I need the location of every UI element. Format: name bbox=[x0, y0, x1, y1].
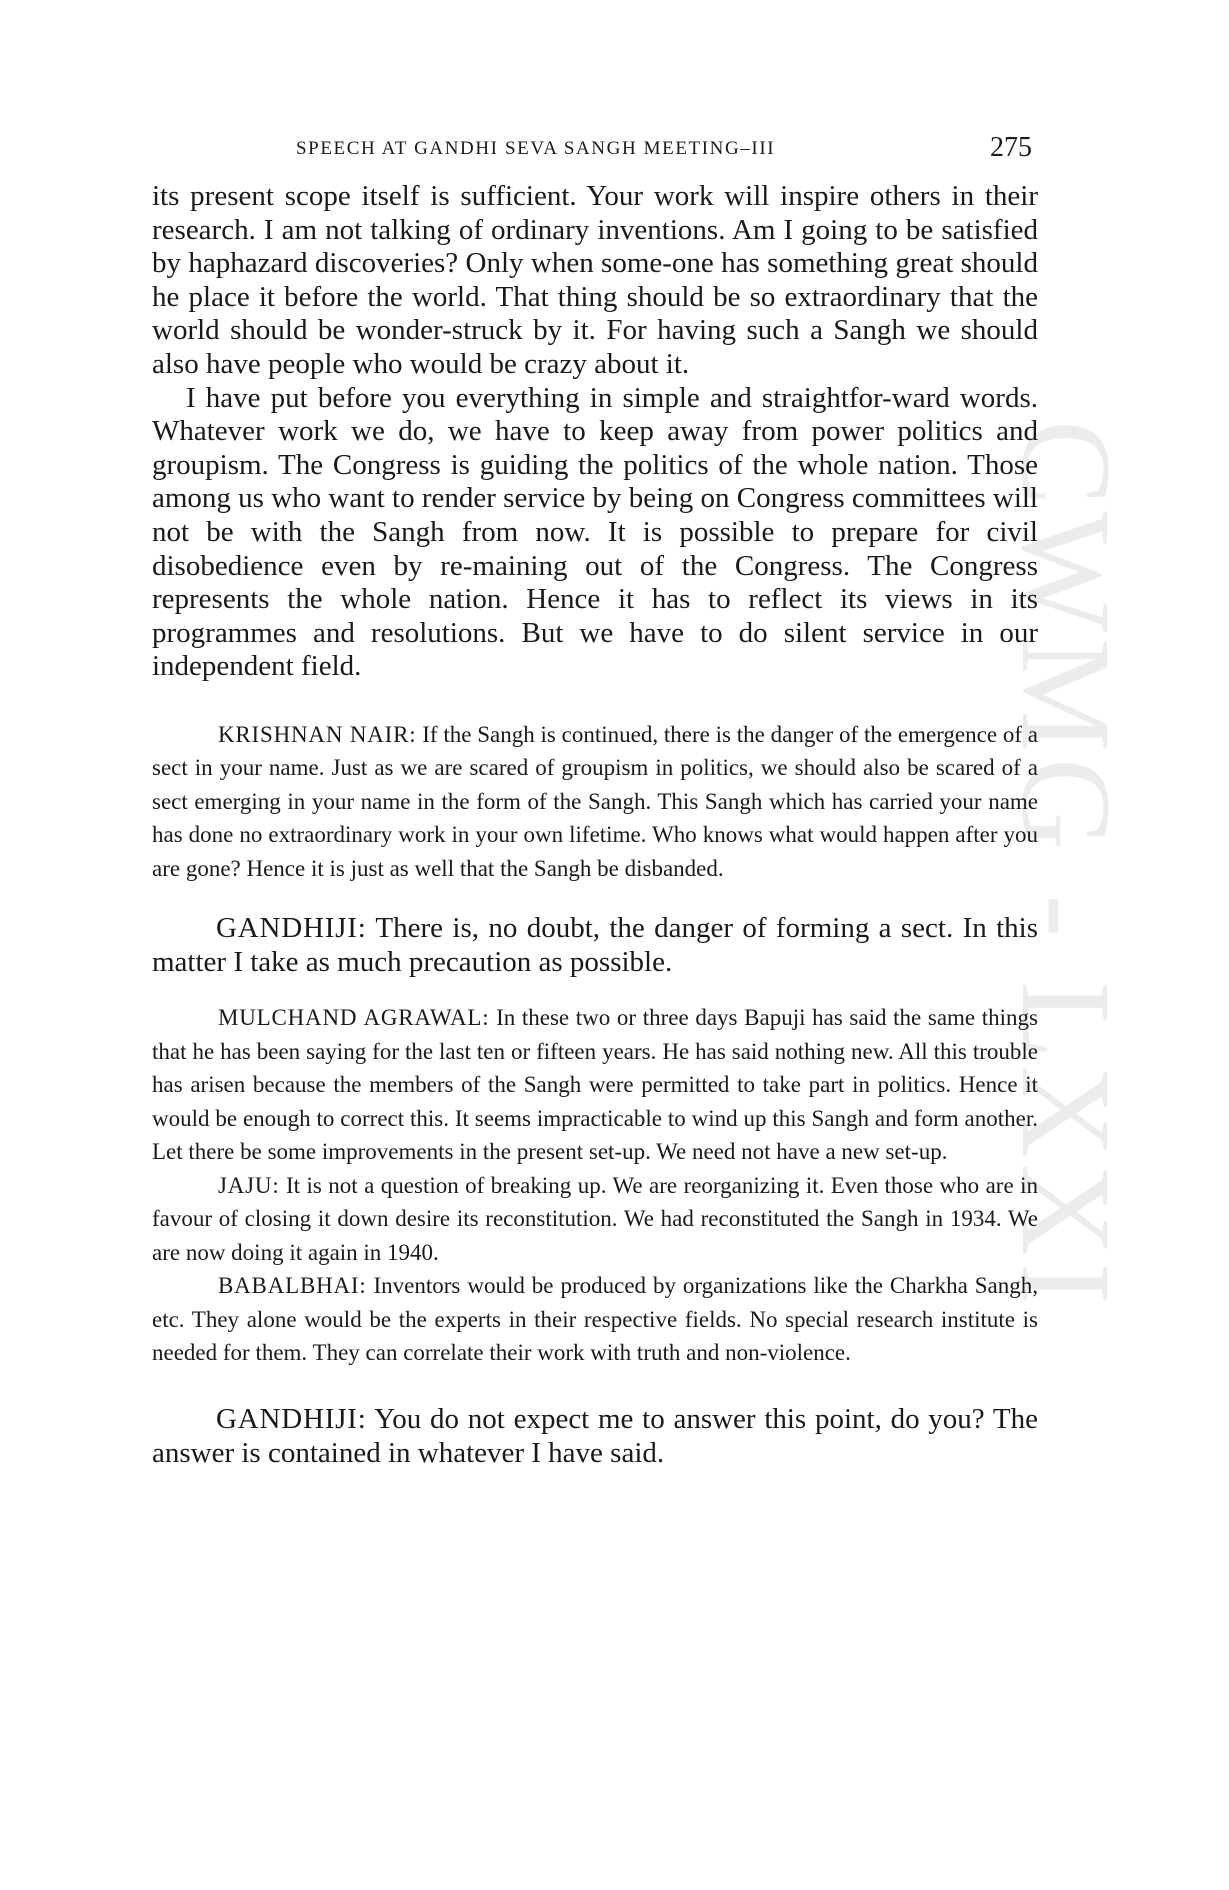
speaker-name: MULCHAND AGRAWAL: bbox=[218, 1005, 490, 1031]
speech-text: Inventors would be produced by organizations like the Charkha Sangh, etc. They alone would be the experts in their respective fields. No special research institute is needed for them. They can correlate their work with truth and non-violence. bbox=[152, 1273, 1038, 1366]
exchange-gandhiji-answer bbox=[152, 1402, 1038, 1470]
speech-text: You do not expect me to answer this point, do you? The answer is contained in whatever I have said. bbox=[152, 1402, 1038, 1469]
page-body bbox=[152, 180, 1038, 1470]
speaker-name: GANDHIJI: bbox=[216, 1402, 367, 1435]
speech-text: In these two or three days Bapuji has said the same things that he has been saying for the last ten or fifteen years. He has said nothing new. All this trouble has arisen because the members of the Sangh were permitted to take part in politics. Hence it would be enough to correct this. It seems impracticable to wind up this Sangh and form another. Let there be some improvements in the present set-up. We need not have a new set-up. bbox=[152, 1005, 1039, 1165]
speech-text: There is, no doubt, the danger of forming a sect. In this matter I take as much precaution as possible. bbox=[152, 912, 1038, 979]
paragraph-advice: I have put before you everything in simple and straightfor-ward words. Whatever work we do, we have to keep away from power politics and groupism. The Congress is guiding the politics of the whole nation. Those among us who want to render service by being on Congress committees will not be with the Sangh from now. It is possible to prepare for civil disobedience even by re-maining out of the Congress. The Congress represents the whole nation. Hence it has to reflect its views in its programmes and resolutions. But we have to do silent service in our independent field. bbox=[152, 381, 1038, 683]
exchange-krishnan-nair bbox=[152, 718, 1038, 886]
speaker-name: JAJU: bbox=[218, 1172, 280, 1198]
paragraph-continued: its present scope itself is sufficient. Your work will inspire others in their research. I am not talking of ordinary inventions. Am I going to be satisfied by haphazard discoveries? Only when some-one has something great should he place it before the world. That thing should be so extraordinary that the world should be wonder-struck by it. For having such a Sangh we should also have people who would be crazy about it. bbox=[152, 180, 1038, 380]
speech-text: It is not a question of breaking up. We are reorganizing it. Even those who are in favour of closing it down desire its reconstitution. We had reconstituted the Sangh in 1934. We are now doing it again in 1940. bbox=[152, 1172, 1039, 1265]
exchange-mulchand-agrawal bbox=[152, 1001, 1038, 1169]
speaker-name: GANDHIJI: bbox=[216, 912, 367, 945]
exchange-jaju bbox=[152, 1169, 1038, 1270]
watermark: CWMG - LXXI bbox=[995, 420, 1137, 1311]
speech-text: If the Sangh is continued, there is the danger of the emergence of a sect in your name. Just as we are scared of groupism in politics, we should also be scared of a sect emerging in your name in the form of the Sangh. This Sangh which has carried your name has done no extraordinary work in your own lifetime. Who knows what would happen after you are gone? Hence it is just as well that the Sangh be disbanded. bbox=[152, 721, 1039, 881]
page-number: 275 bbox=[990, 132, 1032, 163]
page-header bbox=[290, 132, 1038, 168]
exchange-gandhiji-sect bbox=[152, 911, 1038, 979]
speaker-name: KRISHNAN NAIR: bbox=[218, 721, 417, 747]
exchange-babalbhai bbox=[152, 1269, 1038, 1370]
running-head: SPEECH AT GANDHI SEVA SANGH MEETING–III bbox=[296, 138, 776, 159]
speaker-name: BABALBHAI: bbox=[218, 1273, 367, 1299]
